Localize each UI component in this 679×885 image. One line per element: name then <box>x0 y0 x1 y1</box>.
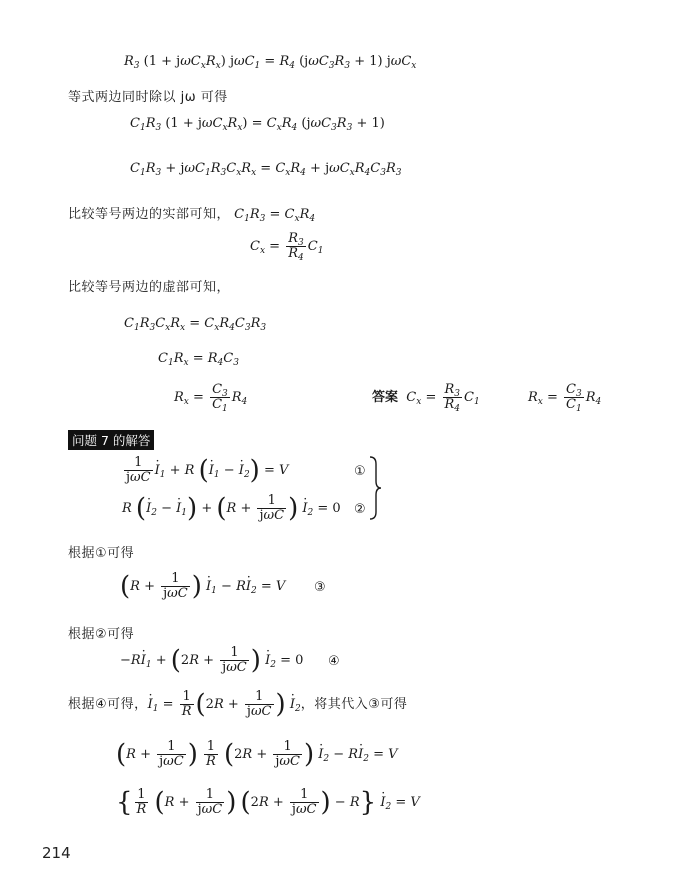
answer-line: 答案 $C_x$ = $\frac{R_3}{R_4}$ $C_1$ $R_x$ = $\frac{C_3}{C_1}$ $R_4$ <box>372 382 602 414</box>
equation-rx: $R_x$ = $\frac{C_3}{C_1}$ $R_4$ <box>174 382 248 414</box>
equation-5: (R + $\frac{1}{\text{jωC}}$ ) $\frac{1}{R}$ (2R + $\frac{1}{\text{jωC}}$ ) · $I_2 - R\cdot I_2 = V$ <box>116 740 398 769</box>
equation-6: { $\frac{1}{R}$ (R + $\frac{1}{\text{jωC}}$ ) (2R + $\frac{1}{\text{jωC}}$ ) − $R\} \cdot I_2 = V$ <box>116 788 420 817</box>
text-compare-real: 比较等号两边的实部可知， $C_1R_3 = C_xR_4$ <box>68 207 316 224</box>
right-brace-icon <box>368 456 382 520</box>
equation-3: (R + $\frac{1}{\text{jωC}}$ ) · $I_1 - R\cdot I_2 = V$ <box>120 572 285 601</box>
text-from-4: 根据④可得，· $I_1$ = $\frac{1}{R}$ (2R + $\frac{1}{\text{jωC}}$ ) · $I_2$，将其代入③可得 <box>68 690 407 719</box>
marker-4: ④ <box>328 654 340 669</box>
page-number: 214 <box>42 844 71 862</box>
equation-line-6: $C_1R_3C_xR_x = C_xR_4C_3R_3$ <box>124 316 267 333</box>
section-header: 问题 7 的解答 <box>68 430 154 450</box>
text-compare-imag: 比较等号两边的虚部可知， <box>68 280 231 295</box>
marker-1: ① <box>354 464 366 479</box>
equation-line-2: $C_1R_3$ $(1 + j\omega C_xR_x) = C_xR_4$ $(j\omega C_3R_3 + 1)$ <box>130 116 385 133</box>
system-eq-2: R (· $I_2$ − · $I_1) + (R$ + $\frac{1}{\text{jωC}}$ ) · $I_2 = 0$ <box>122 494 341 523</box>
equation-cx: $C_x$ = $\frac{R_3}{R_4}$ $C_1$ <box>250 231 324 263</box>
text-from-2: 根据②可得 <box>68 627 135 642</box>
system-eq-1: $\frac{1}{\text{jωC}}$ · $I_1 + R$ (· $I_1$ − · $I_2) = V$ <box>122 456 288 485</box>
equation-line-1: $R_3$ $(1 + j\omega C_xR_x)$ $j\omega C_1 = R_4$ $(j\omega C_3R_3 + 1)$ jωC$_x$ <box>124 54 417 71</box>
equation-line-3: $C_1R_3 + j\omega C_1R_3C_xR_x = C_xR_4 + j\omega C_xR_4C_3R_3$ <box>130 161 402 178</box>
equation-line-7: $C_1R_x = R_4C_3$ <box>158 351 239 368</box>
text-from-1: 根据①可得 <box>68 546 135 561</box>
marker-3: ③ <box>314 580 326 595</box>
equation-4: $-R\cdot I_1 + (2R$ + $\frac{1}{\text{jωC}}$ ) · $I_2 = 0$ <box>120 646 303 675</box>
marker-2: ② <box>354 502 366 517</box>
text-divide-jw: 等式两边同时除以 jω 可得 <box>68 90 228 105</box>
